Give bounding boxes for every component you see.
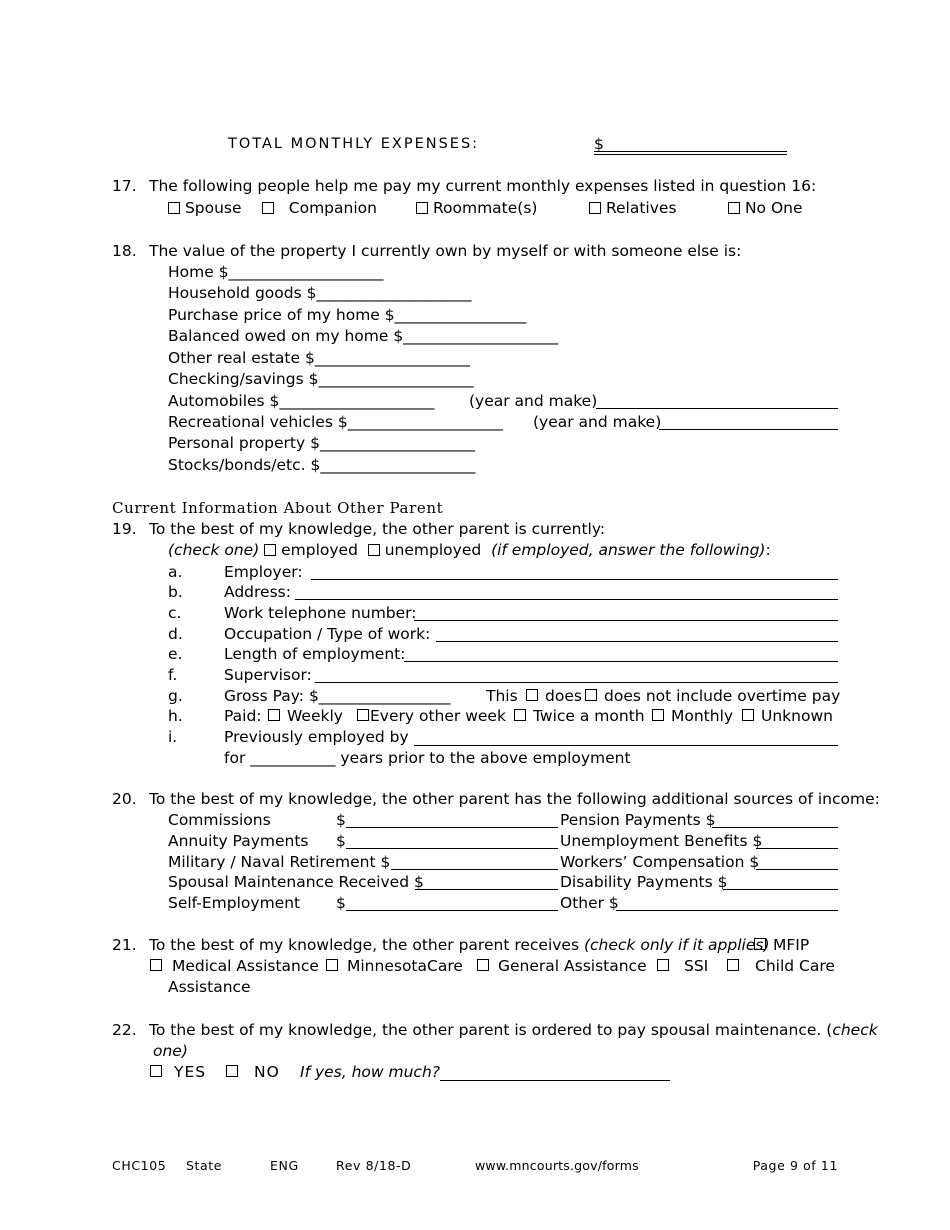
- annuity-field[interactable]: [346, 848, 558, 849]
- total-expenses-dollar: $: [594, 135, 604, 153]
- q18-automobiles-year-make-label: (year and make): [469, 392, 598, 410]
- address-field[interactable]: [295, 599, 838, 600]
- q19f-label: Supervisor:: [224, 666, 312, 684]
- q18-automobiles-year-make-field[interactable]: [596, 408, 838, 409]
- q22-text-line: To the best of my knowledge, the other parent is ordered to pay spousal maintenance. (check: [149, 1021, 878, 1039]
- q18-automobiles[interactable]: Automobiles $____________________: [168, 392, 435, 410]
- commissions-field[interactable]: [346, 827, 558, 828]
- pension-field[interactable]: [712, 827, 838, 828]
- paid-unknown-checkbox-icon[interactable]: [742, 709, 754, 721]
- q19c-letter: c.: [168, 604, 182, 622]
- q17-text: The following people help me pay my current monthly expenses listed in question 16:: [149, 177, 817, 195]
- q17-option-companion[interactable]: Companion: [262, 198, 377, 218]
- paid-monthly-checkbox-icon[interactable]: [652, 709, 664, 721]
- medical-assistance-label: Medical Assistance: [172, 957, 319, 975]
- q22-how-much-label: If yes, how much?: [300, 1063, 440, 1081]
- q18-household-goods[interactable]: Household goods $____________________: [168, 284, 472, 302]
- gross-pay-field[interactable]: Gross Pay: $_________________: [224, 687, 451, 705]
- total-expenses-label: TOTAL MONTHLY EXPENSES:: [228, 136, 480, 152]
- spousal-maintenance-label: Spousal Maintenance Received $: [168, 873, 424, 891]
- q18-home[interactable]: Home $____________________: [168, 263, 384, 281]
- paid-monthly-label: Monthly: [671, 707, 734, 725]
- annuity-label: Annuity Payments: [168, 832, 309, 850]
- q17-option-no-one[interactable]: No One: [728, 198, 803, 218]
- annuity-dollar: $: [336, 832, 346, 850]
- q19-employment-status: (check one) employed unemployed (if employed, answer the following):: [168, 541, 771, 559]
- q19b-letter: b.: [168, 583, 183, 601]
- checkbox-icon[interactable]: [416, 202, 428, 214]
- paid-weekly-label: Weekly: [287, 707, 343, 725]
- q18-balance-owed[interactable]: Balanced owed on my home $____________________: [168, 327, 559, 345]
- unemployed-label: unemployed: [384, 541, 482, 559]
- medical-assistance-checkbox-icon[interactable]: [150, 959, 162, 971]
- q19d-label: Occupation / Type of work:: [224, 625, 431, 643]
- child-care-assistance-label: Assistance: [168, 978, 251, 996]
- unemployment-label: Unemployment Benefits $: [560, 832, 763, 850]
- occupation-field[interactable]: [436, 641, 838, 642]
- q19c-label: Work telephone number:: [224, 604, 417, 622]
- employed-label: employed: [281, 541, 358, 559]
- q22-yes-checkbox-icon[interactable]: [150, 1065, 162, 1077]
- q19-check-one: (check one): [168, 541, 260, 559]
- q19h-letter: h.: [168, 707, 183, 725]
- q18-rv-year-make-field[interactable]: [659, 429, 838, 430]
- q18-rv-year-make-label: (year and make): [533, 413, 662, 431]
- q18-stocks-bonds[interactable]: Stocks/bonds/etc. $____________________: [168, 456, 476, 474]
- total-expenses-field[interactable]: [594, 151, 787, 152]
- self-employment-field[interactable]: [346, 910, 558, 911]
- q21-check-only: (check only if it applies): [583, 936, 770, 954]
- paid-label: Paid:: [224, 707, 262, 725]
- q22-check-one: one): [153, 1042, 188, 1060]
- other-income-label: Other $: [560, 894, 619, 912]
- q20-number: 20.: [112, 790, 137, 808]
- q18-purchase-price[interactable]: Purchase price of my home $_________________: [168, 306, 527, 324]
- disability-field[interactable]: [723, 889, 838, 890]
- general-assistance-checkbox-icon[interactable]: [477, 959, 489, 971]
- ssi-label: SSI: [684, 957, 709, 975]
- q22-yes-label: YES: [174, 1063, 207, 1081]
- military-field[interactable]: [391, 869, 558, 870]
- employed-checkbox-icon[interactable]: [264, 544, 276, 556]
- checkbox-icon[interactable]: [589, 202, 601, 214]
- self-employment-label: Self-Employment: [168, 894, 301, 912]
- overtime-does-checkbox-icon[interactable]: [526, 689, 538, 701]
- paid-unknown-label: Unknown: [761, 707, 833, 725]
- q22-how-much-field[interactable]: [440, 1080, 670, 1081]
- q19a-label: Employer:: [224, 563, 303, 581]
- minnesotacare-checkbox-icon[interactable]: [326, 959, 338, 971]
- total-expenses-double-underline: [594, 154, 787, 155]
- overtime-this-label: This: [486, 687, 518, 705]
- q18-text: The value of the property I currently own by myself or with someone else is:: [149, 242, 742, 260]
- q19-text: To the best of my knowledge, the other parent is currently:: [149, 520, 606, 538]
- q17-option-roommates[interactable]: Roommate(s): [416, 198, 537, 218]
- q22-no-label: NO: [254, 1063, 280, 1081]
- unemployed-checkbox-icon[interactable]: [368, 544, 380, 556]
- q19-number: 19.: [112, 520, 137, 538]
- work-telephone-field[interactable]: [414, 620, 838, 621]
- section-title: Current Information About Other Parent: [112, 499, 444, 517]
- checkbox-icon[interactable]: [168, 202, 180, 214]
- q19e-letter: e.: [168, 645, 183, 663]
- spousal-maintenance-field[interactable]: [415, 889, 558, 890]
- overtime-does-not-label: does not include overtime pay: [604, 687, 841, 705]
- ssi-checkbox-icon[interactable]: [657, 959, 669, 971]
- years-prior-line[interactable]: for ___________ years prior to the above employment: [224, 749, 631, 767]
- general-assistance-label: General Assistance: [498, 957, 647, 975]
- q19d-letter: d.: [168, 625, 183, 643]
- employer-field[interactable]: [311, 579, 838, 580]
- paid-every-other-week-checkbox-icon[interactable]: [357, 709, 369, 721]
- commissions-dollar: $: [336, 811, 346, 829]
- footer-page-number: Page 9 of 11: [752, 1158, 838, 1173]
- checkbox-icon[interactable]: [728, 202, 740, 214]
- q19f-letter: f.: [168, 666, 178, 684]
- supervisor-field[interactable]: [315, 682, 838, 683]
- workers-comp-field[interactable]: [756, 869, 838, 870]
- q19b-label: Address:: [224, 583, 291, 601]
- q19g-letter: g.: [168, 687, 183, 705]
- mfip-checkbox-icon[interactable]: [754, 938, 766, 950]
- paid-weekly-checkbox-icon[interactable]: [268, 709, 280, 721]
- q19-if-employed: (if employed, answer the following): [491, 541, 766, 559]
- overtime-does-not-checkbox-icon[interactable]: [585, 689, 597, 701]
- q19e-label: Length of employment:: [224, 645, 406, 663]
- q21-text-line: To the best of my knowledge, the other parent receives (check only if it applies): [149, 936, 770, 954]
- footer-form-code: CHC105: [112, 1158, 167, 1173]
- q17-option-relatives[interactable]: Relatives: [589, 198, 677, 218]
- overtime-does-label: does: [545, 687, 582, 705]
- q19a-letter: a.: [168, 563, 183, 581]
- checkbox-icon[interactable]: [262, 202, 274, 214]
- q21-number: 21.: [112, 936, 137, 954]
- workers-comp-label: Workers’ Compensation $: [560, 853, 760, 871]
- q18-recreational-vehicles[interactable]: Recreational vehicles $____________________: [168, 413, 503, 431]
- q17-option-spouse[interactable]: Spouse: [168, 198, 242, 218]
- other-income-field[interactable]: [616, 910, 838, 911]
- pension-label: Pension Payments $: [560, 811, 716, 829]
- self-employment-dollar: $: [336, 894, 346, 912]
- child-care-label: Child Care: [755, 957, 835, 975]
- q19i-letter: i.: [168, 728, 178, 746]
- previously-employed-field[interactable]: [414, 745, 838, 746]
- footer-revision: Rev 8/18-D: [336, 1158, 412, 1173]
- q18-number: 18.: [112, 242, 137, 260]
- child-care-checkbox-icon[interactable]: [727, 959, 739, 971]
- q18-personal-property[interactable]: Personal property $____________________: [168, 434, 475, 452]
- paid-twice-month-label: Twice a month: [533, 707, 645, 725]
- length-of-employment-field[interactable]: [404, 661, 838, 662]
- q22-no-checkbox-icon[interactable]: [226, 1065, 238, 1077]
- commissions-label: Commissions: [168, 811, 271, 829]
- military-label: Military / Naval Retirement $: [168, 853, 391, 871]
- q18-other-real-estate[interactable]: Other real estate $____________________: [168, 349, 470, 367]
- footer-state: State: [186, 1158, 223, 1173]
- mfip-label: MFIP: [773, 936, 810, 954]
- minnesotacare-label: MinnesotaCare: [347, 957, 463, 975]
- q18-checking-savings[interactable]: Checking/savings $____________________: [168, 370, 474, 388]
- disability-label: Disability Payments $: [560, 873, 728, 891]
- q22-number: 22.: [112, 1021, 137, 1039]
- footer-language: ENG: [270, 1158, 299, 1173]
- q17-number: 17.: [112, 177, 137, 195]
- unemployment-field[interactable]: [756, 848, 838, 849]
- q20-text: To the best of my knowledge, the other parent has the following additional sources of income:: [149, 790, 880, 808]
- paid-every-other-week-label: Every other week: [370, 707, 506, 725]
- previously-employed-label: Previously employed by: [224, 728, 409, 746]
- footer-url-link[interactable]: www.mncourts.gov/forms: [475, 1158, 639, 1173]
- paid-twice-month-checkbox-icon[interactable]: [514, 709, 526, 721]
